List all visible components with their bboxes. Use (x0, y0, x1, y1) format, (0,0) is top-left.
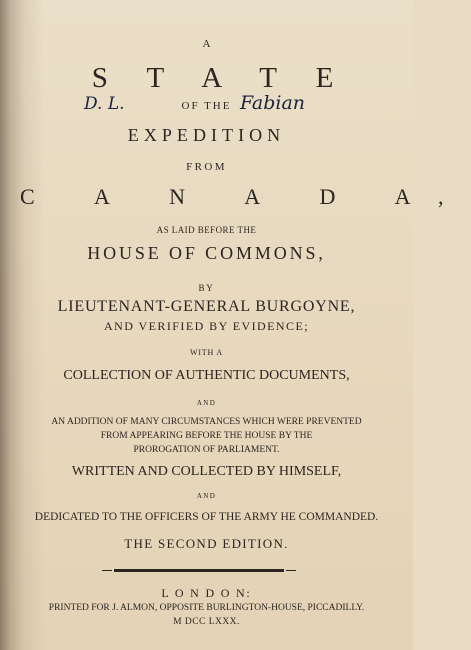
handwritten-name: Fabian (240, 92, 306, 114)
and-label-1: AND (196, 399, 217, 407)
handwritten-initials: D. L. (84, 94, 125, 114)
imprint-date: M DCC LXXX. (173, 617, 240, 627)
verified-line: AND VERIFIED BY EVIDENCE; (104, 319, 309, 333)
title-from: FROM (186, 161, 227, 173)
author-line: LIEUTENANT-GENERAL BURGOYNE, (57, 298, 356, 315)
edition-line: THE SECOND EDITION. (124, 536, 289, 551)
and-label-2: AND (196, 492, 217, 500)
imprint-city: L O N D O N: (161, 586, 252, 600)
dedication-line: DEDICATED TO THE OFFICERS OF THE ARMY HE COMMANDED. (34, 511, 379, 523)
addition-line-3: PROROGATION OF PARLIAMENT. (133, 445, 280, 455)
house-of-commons: HOUSE OF COMMONS, (87, 243, 326, 263)
ornamental-rule (114, 569, 284, 572)
as-laid-before: AS LAID BEFORE THE (156, 225, 257, 235)
article-a: A (202, 38, 211, 50)
addition-line-2: FROM APPEARING BEFORE THE HOUSE BY THE (100, 431, 313, 441)
by-label: BY (198, 283, 215, 293)
title-expedition: EXPEDITION (127, 125, 286, 145)
collection-line: COLLECTION OF AUTHENTIC DOCUMENTS, (63, 368, 350, 383)
with-a-label: WITH A (189, 348, 223, 357)
title-of-the: OF THE (181, 100, 232, 112)
addition-line-1: AN ADDITION OF MANY CIRCUMSTANCES WHICH WERE PREVENTED (51, 417, 362, 427)
imprint-printer: PRINTED FOR J. ALMON, OPPOSITE BURLINGTON-HOUSE, PICCADILLY. (48, 603, 365, 613)
title-canada: C A N A D A, (20, 184, 471, 209)
title-state: S T A T E (91, 62, 350, 94)
written-line: WRITTEN AND COLLECTED BY HIMSELF, (71, 464, 342, 479)
